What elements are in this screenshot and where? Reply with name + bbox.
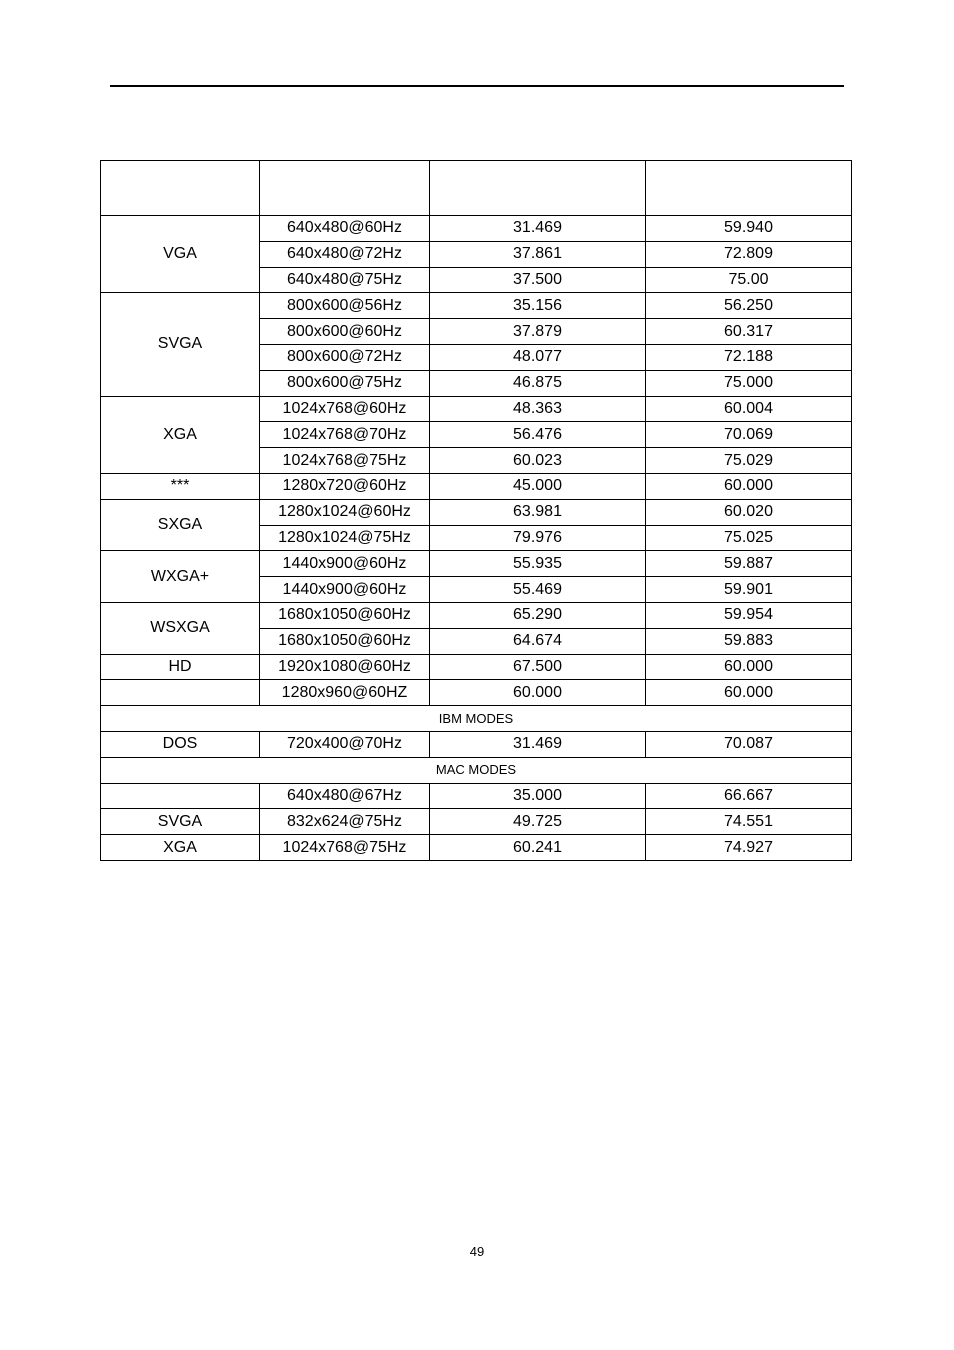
- resolution-cell: 800x600@72Hz: [260, 344, 430, 370]
- hfreq-cell: 37.861: [430, 241, 646, 267]
- hfreq-cell: 31.469: [430, 731, 646, 757]
- hfreq-cell: 37.879: [430, 319, 646, 345]
- resolution-cell: 832x624@75Hz: [260, 809, 430, 835]
- section-header-row: [101, 706, 852, 732]
- resolution-cell: 1024x768@75Hz: [260, 835, 430, 861]
- vfreq-cell: 72.809: [646, 241, 852, 267]
- resolution-cell: 1024x768@70Hz: [260, 422, 430, 448]
- vfreq-cell: 75.000: [646, 370, 852, 396]
- vfreq-cell: 74.551: [646, 809, 852, 835]
- hfreq-cell: 37.500: [430, 267, 646, 293]
- resolution-cell: 1680x1050@60Hz: [260, 628, 430, 654]
- vfreq-cell: 59.940: [646, 216, 852, 242]
- resolution-cell: 640x480@72Hz: [260, 241, 430, 267]
- resolution-cell: 800x600@60Hz: [260, 319, 430, 345]
- hfreq-cell: 48.077: [430, 344, 646, 370]
- table-row: [101, 293, 852, 319]
- vfreq-cell: 59.883: [646, 628, 852, 654]
- table-row: [101, 473, 852, 499]
- resolution-cell: 1024x768@60Hz: [260, 396, 430, 422]
- hfreq-cell: 35.156: [430, 293, 646, 319]
- resolution-cell: 1280x960@60HZ: [260, 680, 430, 706]
- hfreq-cell: 67.500: [430, 654, 646, 680]
- hfreq-cell: 55.469: [430, 577, 646, 603]
- hfreq-cell: 45.000: [430, 473, 646, 499]
- hfreq-cell: 63.981: [430, 499, 646, 525]
- vfreq-cell: 72.188: [646, 344, 852, 370]
- vfreq-cell: 60.317: [646, 319, 852, 345]
- resolution-cell: 640x480@75Hz: [260, 267, 430, 293]
- standard-cell: VGA: [101, 216, 260, 293]
- mac-modes-title: MAC MODES: [101, 757, 852, 783]
- resolution-cell: 640x480@67Hz: [260, 783, 430, 809]
- standard-cell: XGA: [101, 835, 260, 861]
- hfreq-cell: 35.000: [430, 783, 646, 809]
- standard-cell: SXGA: [101, 499, 260, 551]
- standard-cell: [101, 783, 260, 809]
- header-cell-standard: [101, 161, 260, 216]
- table-row: [101, 499, 852, 525]
- standard-cell: ***: [101, 473, 260, 499]
- vfreq-cell: 70.087: [646, 731, 852, 757]
- hfreq-cell: 60.000: [430, 680, 646, 706]
- standard-cell: [101, 680, 260, 706]
- standard-cell: SVGA: [101, 809, 260, 835]
- table-row: [101, 731, 852, 757]
- vfreq-cell: 60.004: [646, 396, 852, 422]
- timing-table: [100, 160, 852, 861]
- table-row: [101, 809, 852, 835]
- standard-cell: XGA: [101, 396, 260, 473]
- vfreq-cell: 60.000: [646, 473, 852, 499]
- resolution-cell: 1440x900@60Hz: [260, 577, 430, 603]
- vfreq-cell: 56.250: [646, 293, 852, 319]
- standard-cell: HD: [101, 654, 260, 680]
- hfreq-cell: 49.725: [430, 809, 646, 835]
- table-row: [101, 602, 852, 628]
- vfreq-cell: 60.000: [646, 654, 852, 680]
- resolution-cell: 1024x768@75Hz: [260, 448, 430, 474]
- standard-cell: SVGA: [101, 293, 260, 396]
- resolution-cell: 1440x900@60Hz: [260, 551, 430, 577]
- resolution-cell: 720x400@70Hz: [260, 731, 430, 757]
- hfreq-cell: 31.469: [430, 216, 646, 242]
- vfreq-cell: 70.069: [646, 422, 852, 448]
- hfreq-cell: 60.241: [430, 835, 646, 861]
- resolution-cell: 1280x1024@75Hz: [260, 525, 430, 551]
- table-row: [101, 835, 852, 861]
- resolution-cell: 1920x1080@60Hz: [260, 654, 430, 680]
- ibm-modes-title: IBM MODES: [101, 706, 852, 732]
- hfreq-cell: 65.290: [430, 602, 646, 628]
- table-header-row: [101, 161, 852, 216]
- hfreq-cell: 56.476: [430, 422, 646, 448]
- standard-cell: DOS: [101, 731, 260, 757]
- standard-cell: WSXGA: [101, 602, 260, 654]
- resolution-cell: 1280x720@60Hz: [260, 473, 430, 499]
- vfreq-cell: 59.887: [646, 551, 852, 577]
- vfreq-cell: 60.020: [646, 499, 852, 525]
- vfreq-cell: 75.025: [646, 525, 852, 551]
- resolution-cell: 1280x1024@60Hz: [260, 499, 430, 525]
- header-cell-hfreq: [430, 161, 646, 216]
- vfreq-cell: 59.901: [646, 577, 852, 603]
- header-rule: [110, 85, 844, 87]
- vfreq-cell: 66.667: [646, 783, 852, 809]
- table-row: [101, 396, 852, 422]
- vfreq-cell: 75.029: [646, 448, 852, 474]
- hfreq-cell: 60.023: [430, 448, 646, 474]
- table-row: [101, 654, 852, 680]
- hfreq-cell: 79.976: [430, 525, 646, 551]
- hfreq-cell: 48.363: [430, 396, 646, 422]
- table-row: [101, 680, 852, 706]
- resolution-cell: 640x480@60Hz: [260, 216, 430, 242]
- vfreq-cell: 60.000: [646, 680, 852, 706]
- resolution-cell: 1680x1050@60Hz: [260, 602, 430, 628]
- hfreq-cell: 46.875: [430, 370, 646, 396]
- vfreq-cell: 59.954: [646, 602, 852, 628]
- header-cell-resolution: [260, 161, 430, 216]
- hfreq-cell: 64.674: [430, 628, 646, 654]
- hfreq-cell: 55.935: [430, 551, 646, 577]
- resolution-cell: 800x600@56Hz: [260, 293, 430, 319]
- section-header-row: [101, 757, 852, 783]
- table-row: [101, 783, 852, 809]
- table-row: [101, 551, 852, 577]
- vfreq-cell: 74.927: [646, 835, 852, 861]
- resolution-cell: 800x600@75Hz: [260, 370, 430, 396]
- standard-cell: WXGA+: [101, 551, 260, 603]
- page-number: 49: [469, 1244, 485, 1259]
- header-cell-vfreq: [646, 161, 852, 216]
- table-row: [101, 216, 852, 242]
- vfreq-cell: 75.00: [646, 267, 852, 293]
